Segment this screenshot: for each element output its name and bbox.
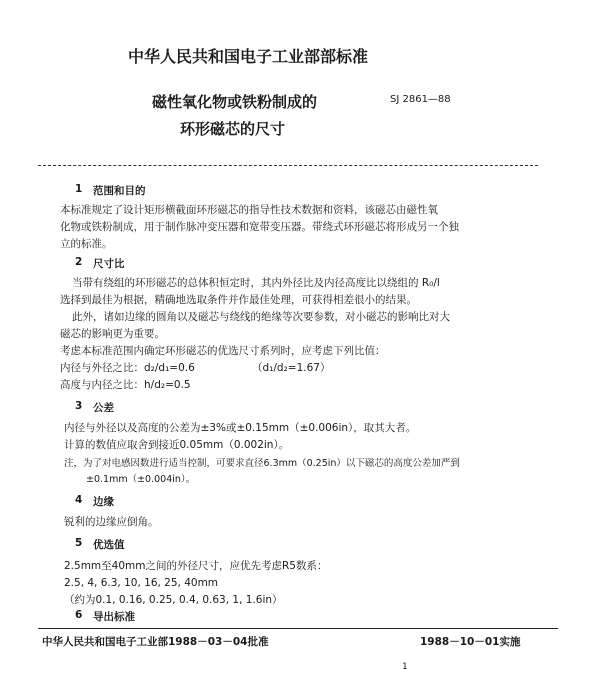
section3-note-line2: ±0.1mm（±0.004in）。 (86, 474, 196, 485)
section4-line: 锐利的边缘应倒角。 (64, 516, 159, 528)
section1-number: 1 (75, 183, 83, 195)
section4-number: 4 (75, 494, 83, 506)
section5-line2: 2.5, 4, 6.3, 10, 16, 25, 40mm (64, 577, 219, 589)
doc-title-line2: 环形磁芯的尺寸 (180, 120, 286, 138)
section6-heading: 导出标准 (93, 611, 135, 623)
ratio-inner-outer: 内径与外径之比：d₂/d₁=0.6 (60, 362, 195, 374)
section4-heading: 边缘 (93, 496, 114, 508)
approval-line: 中华人民共和国电子工业部1988－03－04批准 (42, 636, 269, 648)
section5-number: 5 (75, 537, 83, 549)
section3-line2: 计算的数值应取舍到接近0.05mm（0.002in）。 (64, 439, 290, 451)
section5-line3: （约为0.1, 0.16, 0.25, 0.4, 0.63, 1, 1.6in） (64, 594, 283, 606)
ratio-inner-outer-alt: （d₁/d₂=1.67） (252, 362, 331, 374)
section3-line1: 内径与外径以及高度的公差为±3%或±0.15mm（±0.006in），取其大者。 (64, 422, 417, 434)
section2-line3: 此外，诸如边缘的圆角以及磁芯与绕线的绝缘等次要参数，对小磁芯的影响比对大 (72, 311, 450, 323)
section1-line2: 化物或铁粉制成，用于制作脉冲变压器和宽带变压器。带绕式环形磁芯将形成另一个独 (60, 221, 459, 233)
header-divider (38, 165, 538, 166)
ratio-height-inner: 高度与内径之比：h/d₂=0.5 (60, 379, 191, 391)
section3-heading: 公差 (93, 402, 114, 414)
standard-code: SJ 2861—88 (390, 94, 451, 105)
section2-line5: 考虑本标准范围内确定环形磁芯的优选尺寸系列时，应考虑下列比值： (60, 345, 386, 357)
section6-number: 6 (75, 609, 83, 621)
section5-heading: 优选值 (93, 539, 125, 551)
section3-number: 3 (75, 400, 83, 412)
section2-line2: 选择到最佳为根据，精确地选取条件并作最佳处理，可获得相差很小的结果。 (60, 294, 417, 306)
section1-heading: 范围和目的 (93, 185, 146, 197)
page-number: 1 (402, 662, 408, 672)
org-standard-title: 中华人民共和国电子工业部部标准 (128, 47, 369, 66)
implementation-date: 1988－10－01实施 (420, 636, 521, 648)
section2-number: 2 (75, 256, 83, 268)
doc-title-line1: 磁性氧化物或铁粉制成的 (152, 93, 318, 111)
section2-line1: 当带有绕组的环形磁芯的总体积恒定时，其内外径比及内径高度比以绕组的 R₀/l (72, 277, 440, 289)
section2-line4: 磁芯的影响更为重要。 (60, 328, 165, 340)
section3-note-line1: 注，为了对电感因数进行适当控制，可要求直径6.3mm（0.25in）以下磁芯的高度公差加严到 (64, 458, 460, 469)
section1-line1: 本标准规定了设计矩形横截面环形磁芯的指导性技术数据和资料，该磁芯由磁性氧 (60, 204, 438, 216)
section1-line3: 立的标准。 (60, 238, 113, 250)
section5-line1: 2.5mm至40mm之间的外径尺寸，应优先考虑R5数系： (64, 560, 328, 572)
footer-divider (38, 628, 558, 629)
section2-heading: 尺寸比 (93, 258, 125, 270)
